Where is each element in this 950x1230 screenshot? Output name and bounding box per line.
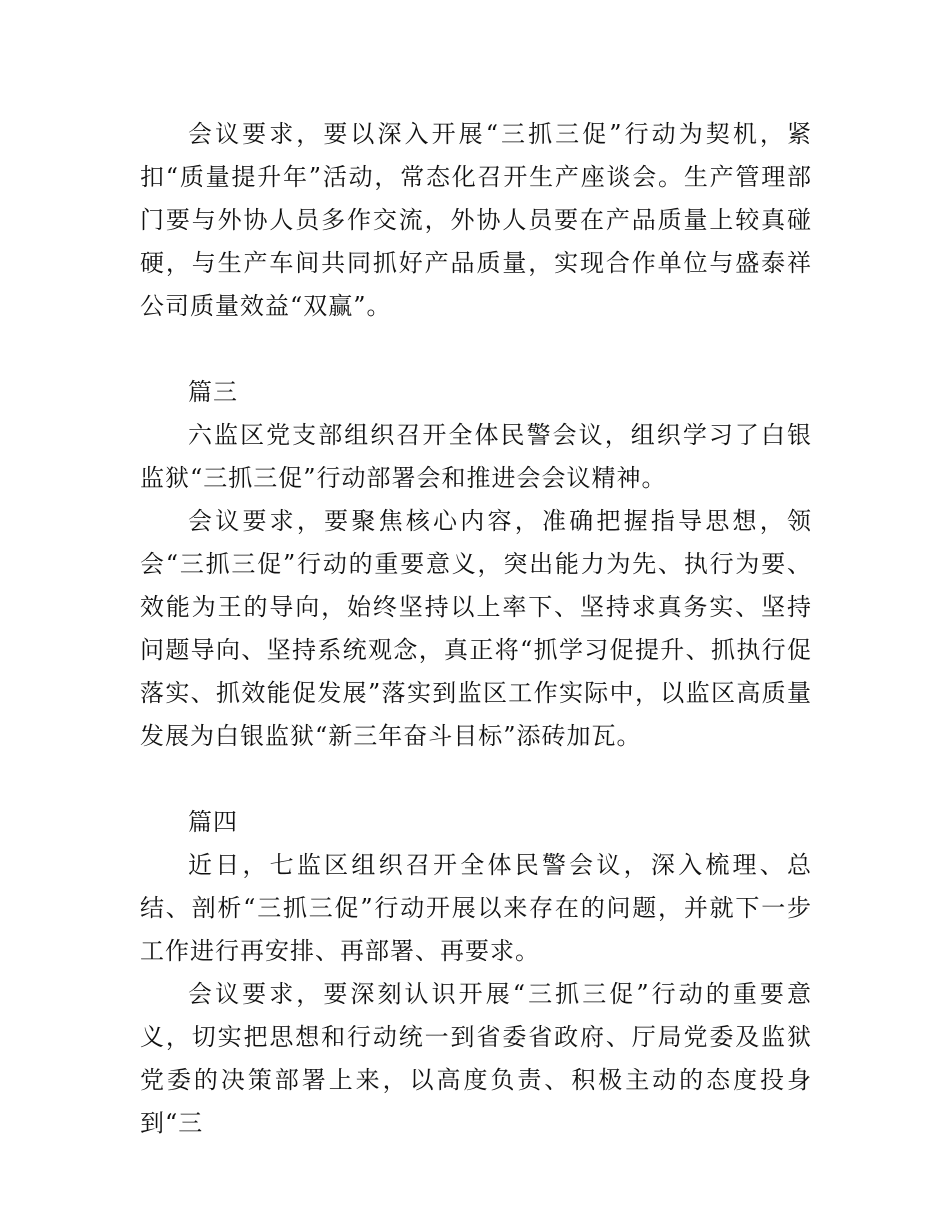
paragraph-section3-intro: 六监区党支部组织召开全体民警会议，组织学习了白银监狱“三抓三促”行动部署会和推进会会议精神。	[140, 421, 812, 492]
paragraph-section4-intro: 近日，七监区组织召开全体民警会议，深入梳理、总结、剖析“三抓三促”行动开展以来存在的问题，并就下一步工作进行再安排、再部署、再要求。	[140, 851, 812, 965]
section-heading-3: 篇三	[188, 378, 238, 406]
paragraph-section4-requirements: 会议要求，要深刻认识开展“三抓三促”行动的重要意义，切实把思想和行动统一到省委省政府、厅局党委及监狱党委的决策部署上来，以高度负责、积极主动的态度投身到“三	[140, 980, 812, 1137]
paragraph-meeting-requirements-quality: 会议要求，要以深入开展“三抓三促”行动为契机，紧扣“质量提升年”活动，常态化召开生产座谈会。生产管理部门要与外协人员多作交流，外协人员要在产品质量上较真碰硬，与生产车间共同抓好产品质量，实现合作单位与盛泰祥公司质量效益“双赢”。	[140, 120, 812, 320]
paragraph-section3-requirements: 会议要求，要聚焦核心内容，准确把握指导思想，领会“三抓三促”行动的重要意义，突出能力为先、执行为要、效能为王的导向，始终坚持以上率下、坚持求真务实、坚持问题导向、坚持系统观念，真正将“抓学习促提升、抓执行促落实、抓效能促发展”落实到监区工作实际中，以监区高质量发展为白银监狱“新三年奋斗目标”添砖加瓦。	[140, 507, 812, 750]
section-spacer	[140, 758, 812, 801]
section-heading-4: 篇四	[188, 808, 238, 836]
section-spacer	[140, 328, 812, 371]
document-body	[140, 113, 812, 1145]
